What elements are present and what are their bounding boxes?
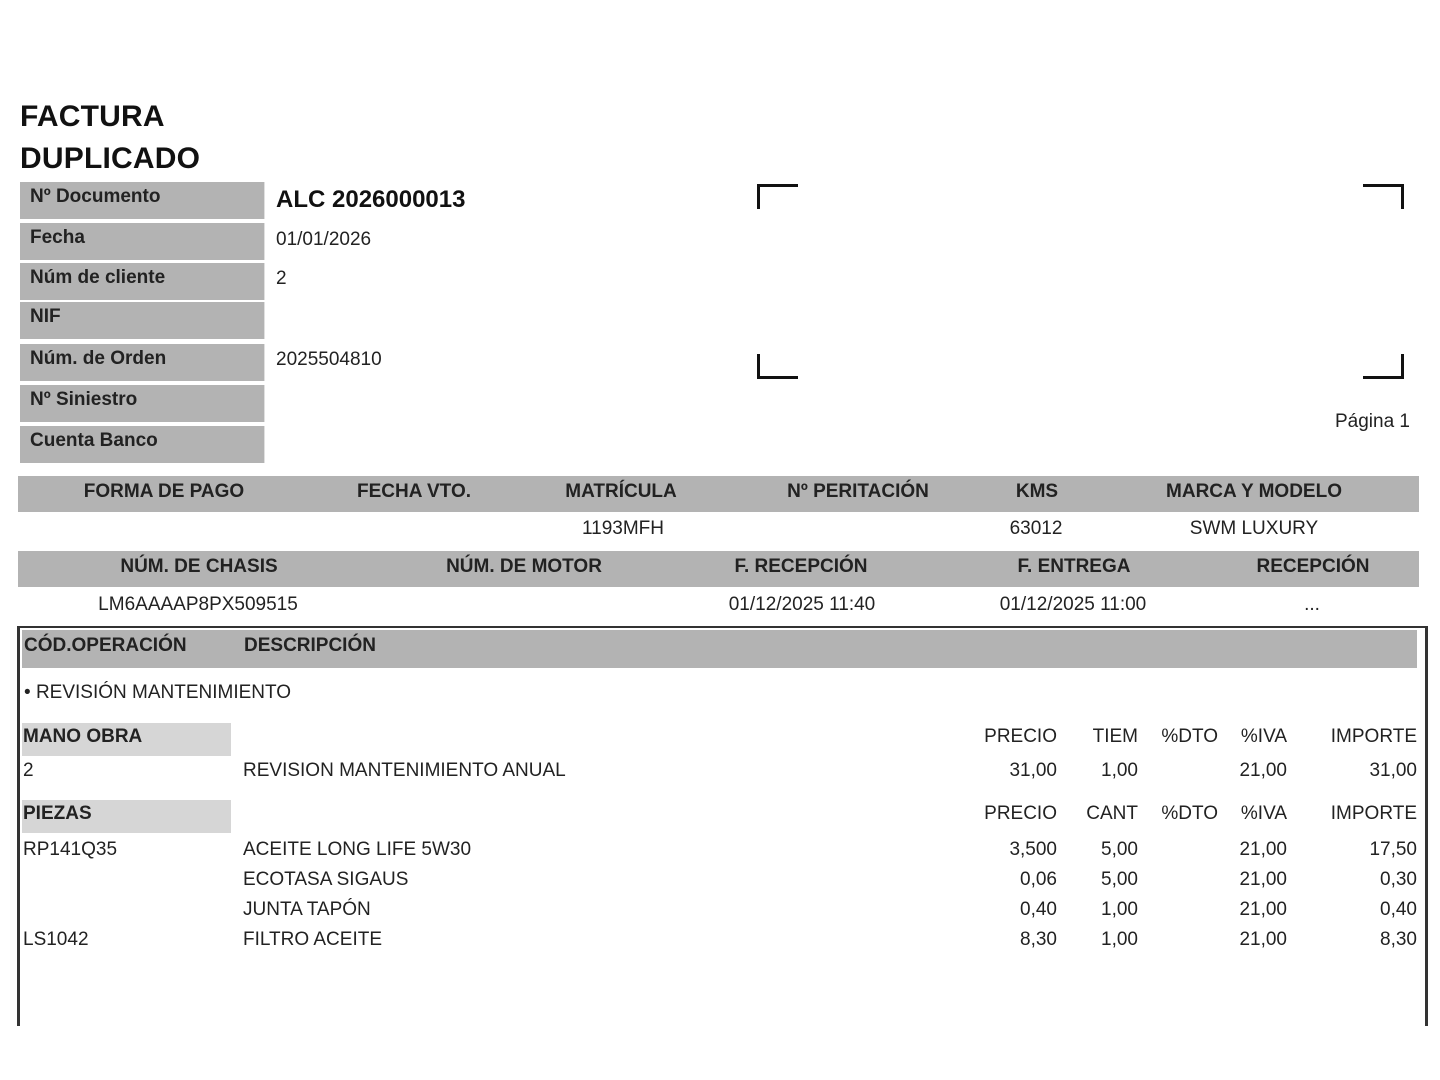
- part-quantity: 1,00: [1101, 899, 1138, 920]
- parts-section-label: PIEZAS: [23, 803, 92, 824]
- reception-value: ...: [1304, 594, 1320, 615]
- labor-vat: 21,00: [1239, 760, 1287, 781]
- parts-row: [0, 929, 1440, 955]
- labor-header-amount: IMPORTE: [1330, 726, 1417, 747]
- operations-header-bar: [22, 630, 1417, 668]
- labor-header-time: TIEM: [1092, 726, 1138, 747]
- header-reception: RECEPCIÓN: [1256, 556, 1370, 577]
- label-nif: NIF: [20, 302, 265, 339]
- header-appraisal-number: Nº PERITACIÓN: [787, 481, 929, 502]
- header-kms: KMS: [1015, 481, 1059, 502]
- part-amount: 0,30: [1380, 869, 1417, 890]
- label-client-number: Núm de cliente: [20, 263, 265, 300]
- plate-value: 1193MFH: [581, 518, 665, 539]
- labor-section-bar: [22, 723, 231, 756]
- operation-title-text: REVISIÓN MANTENIMIENTO: [35, 682, 292, 703]
- date-value: 01/01/2026: [276, 229, 372, 250]
- order-number-value: 2025504810: [276, 349, 382, 370]
- labor-header-price: PRECIO: [984, 726, 1057, 747]
- part-price: 3,500: [1009, 839, 1057, 860]
- labor-header-vat: %IVA: [1240, 726, 1287, 747]
- part-vat: 21,00: [1239, 899, 1287, 920]
- labor-section-label: MANO OBRA: [23, 726, 143, 747]
- bullet-icon: •: [24, 682, 31, 703]
- part-quantity: 1,00: [1101, 929, 1138, 950]
- labor-amount: 31,00: [1369, 760, 1417, 781]
- delivery-date-value: 01/12/2025 11:00: [999, 594, 1147, 615]
- address-corner-top-left: [757, 184, 798, 209]
- part-code: LS1042: [23, 929, 89, 950]
- vehicle-values-row: [18, 518, 1419, 544]
- part-vat: 21,00: [1239, 869, 1287, 890]
- part-amount: 17,50: [1369, 839, 1417, 860]
- label-date: Fecha: [20, 223, 265, 260]
- address-corner-bottom-left: [757, 354, 798, 379]
- address-corner-bottom-right: [1363, 354, 1404, 379]
- part-amount: 0,40: [1380, 899, 1417, 920]
- parts-header-discount: %DTO: [1161, 803, 1218, 824]
- part-description: ACEITE LONG LIFE 5W30: [243, 839, 472, 860]
- header-description: DESCRIPCIÓN: [244, 635, 376, 656]
- header-engine-number: NÚM. DE MOTOR: [446, 556, 602, 577]
- part-quantity: 5,00: [1101, 869, 1138, 890]
- header-delivery-date: F. ENTREGA: [1017, 556, 1131, 577]
- parts-header-price: PRECIO: [984, 803, 1057, 824]
- vehicle-header-bar: [18, 476, 1419, 512]
- labor-header-discount: %DTO: [1161, 726, 1218, 747]
- part-description: ECOTASA SIGAUS: [243, 869, 409, 890]
- part-quantity: 5,00: [1101, 839, 1138, 860]
- make-model-value: SWM LUXURY: [1189, 518, 1319, 539]
- part-description: FILTRO ACEITE: [243, 929, 383, 950]
- label-document-number: Nº Documento: [20, 182, 265, 219]
- chassis-header-bar: [18, 551, 1419, 587]
- parts-header-quantity: CANT: [1086, 803, 1138, 824]
- header-chassis-number: NÚM. DE CHASIS: [120, 556, 278, 577]
- header-make-model: MARCA Y MODELO: [1166, 481, 1342, 502]
- client-number-value: 2: [276, 268, 287, 289]
- part-price: 0,06: [1020, 869, 1057, 890]
- part-amount: 8,30: [1380, 929, 1417, 950]
- label-claim-number: Nº Siniestro: [20, 385, 265, 422]
- header-plate: MATRÍCULA: [565, 481, 677, 502]
- part-vat: 21,00: [1239, 839, 1287, 860]
- parts-header-vat: %IVA: [1240, 803, 1287, 824]
- page-number: Página 1: [1334, 411, 1410, 432]
- header-due-date: FECHA VTO.: [356, 481, 472, 502]
- part-vat: 21,00: [1239, 929, 1287, 950]
- header-payment-method: FORMA DE PAGO: [83, 481, 245, 502]
- labor-price: 31,00: [1009, 760, 1057, 781]
- address-corner-top-right: [1363, 184, 1404, 209]
- parts-row: [0, 899, 1440, 925]
- header-operation-code: CÓD.OPERACIÓN: [24, 635, 187, 656]
- part-code: RP141Q35: [23, 839, 118, 860]
- labor-row: [0, 760, 1440, 786]
- kms-value: 63012: [1009, 518, 1063, 539]
- operation-title: [24, 682, 291, 704]
- labor-time: 1,00: [1101, 760, 1138, 781]
- chassis-values-row: [18, 594, 1419, 620]
- label-bank-account: Cuenta Banco: [20, 426, 265, 463]
- document-number-value: ALC 2026000013: [276, 186, 466, 213]
- label-order-number: Núm. de Orden: [20, 344, 265, 381]
- document-subtitle: DUPLICADO: [20, 142, 201, 175]
- part-price: 0,40: [1020, 899, 1057, 920]
- parts-section-bar: [22, 800, 231, 833]
- reception-date-value: 01/12/2025 11:40: [728, 594, 876, 615]
- labor-description: REVISION MANTENIMIENTO ANUAL: [243, 760, 566, 781]
- part-description: JUNTA TAPÓN: [243, 899, 371, 920]
- parts-row: [0, 869, 1440, 895]
- chassis-number-value: LM6AAAAP8PX509515: [98, 594, 298, 615]
- labor-code: 2: [23, 760, 34, 781]
- parts-header-amount: IMPORTE: [1330, 803, 1417, 824]
- part-price: 8,30: [1020, 929, 1057, 950]
- parts-row: [0, 839, 1440, 865]
- document-title: FACTURA: [20, 100, 165, 133]
- header-reception-date: F. RECEPCIÓN: [734, 556, 868, 577]
